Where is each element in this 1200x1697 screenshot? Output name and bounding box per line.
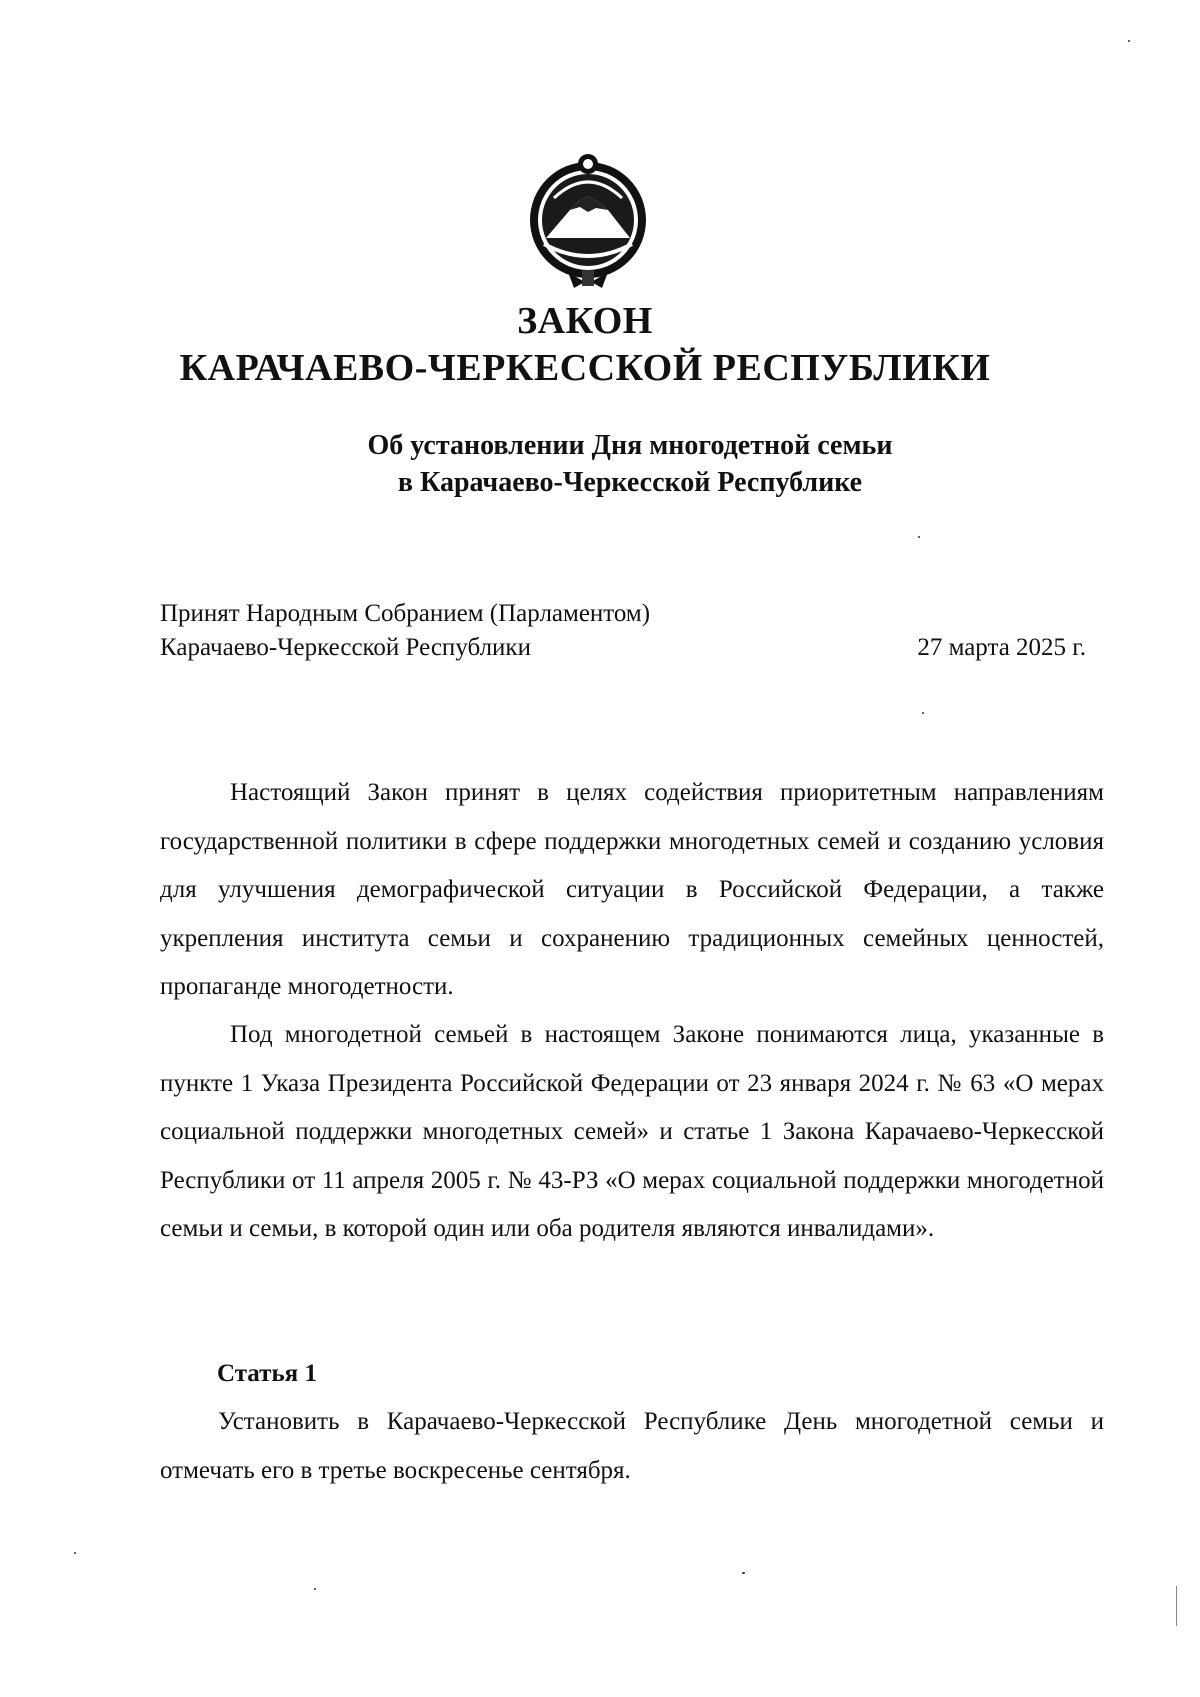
law-title: ЗАКОН [517, 300, 653, 342]
article-1-text: Установить в Карачаево-Черкесской Республике День многодетной семьи и отмечать его в третье воскресенье сентября. [160, 1408, 1104, 1484]
adoption-date: 27 марта 2025 г. [917, 634, 1086, 661]
preamble-paragraph-2: Под многодетной семьей в настоящем Законе понимаются лица, указанные в пункте 1 Указа Президента Российской Федерации от 23 января 2024 г. № 63 «О мерах социальной поддержки многодетных семей» и статье 1 Закона Карачаево-Черкесской Республики от 11 апреля 2005 г. № 43-РЗ «О мерах социальной поддержки многодетной семьи и семьи, в которой один или оба родителя являются инвалидами». [160, 1021, 1104, 1243]
scan-speck [74, 1552, 76, 1554]
coat-of-arms-icon [524, 152, 652, 292]
adoption-authority [160, 597, 650, 665]
scan-speck [918, 536, 920, 538]
law-subject [240, 427, 1020, 501]
law-subject-line1: Об установлении Дня многодетной семьи [367, 430, 893, 461]
adoption-line1: Принят Народным Собранием (Парламентом) [160, 600, 651, 627]
scan-edge-mark [1176, 1586, 1177, 1626]
scan-speck [922, 712, 924, 714]
adoption-line2: Карачаево-Черкесской Республики [160, 634, 531, 661]
scan-speck [1128, 40, 1130, 42]
law-subject-line2: в Карачаево-Черкесской Республике [397, 467, 863, 498]
preamble-paragraph-1: Настоящий Закон принят в целях содействия приоритетным направлениям государственной политики в сфере поддержки многодетных семей и созданию условия для улучшения демографической ситуации в Российской Федерации, а также укрепления института семьи и сохранению традиционных семейных ценностей, пропаганде многодетности. [160, 779, 1104, 1001]
scan-speck [742, 1572, 745, 1574]
republic-title: КАРАЧАЕВО-ЧЕРКЕССКОЙ РЕСПУБЛИКИ [179, 347, 991, 389]
article-1-heading: Статья 1 [217, 1360, 317, 1387]
scan-speck [314, 1588, 316, 1590]
